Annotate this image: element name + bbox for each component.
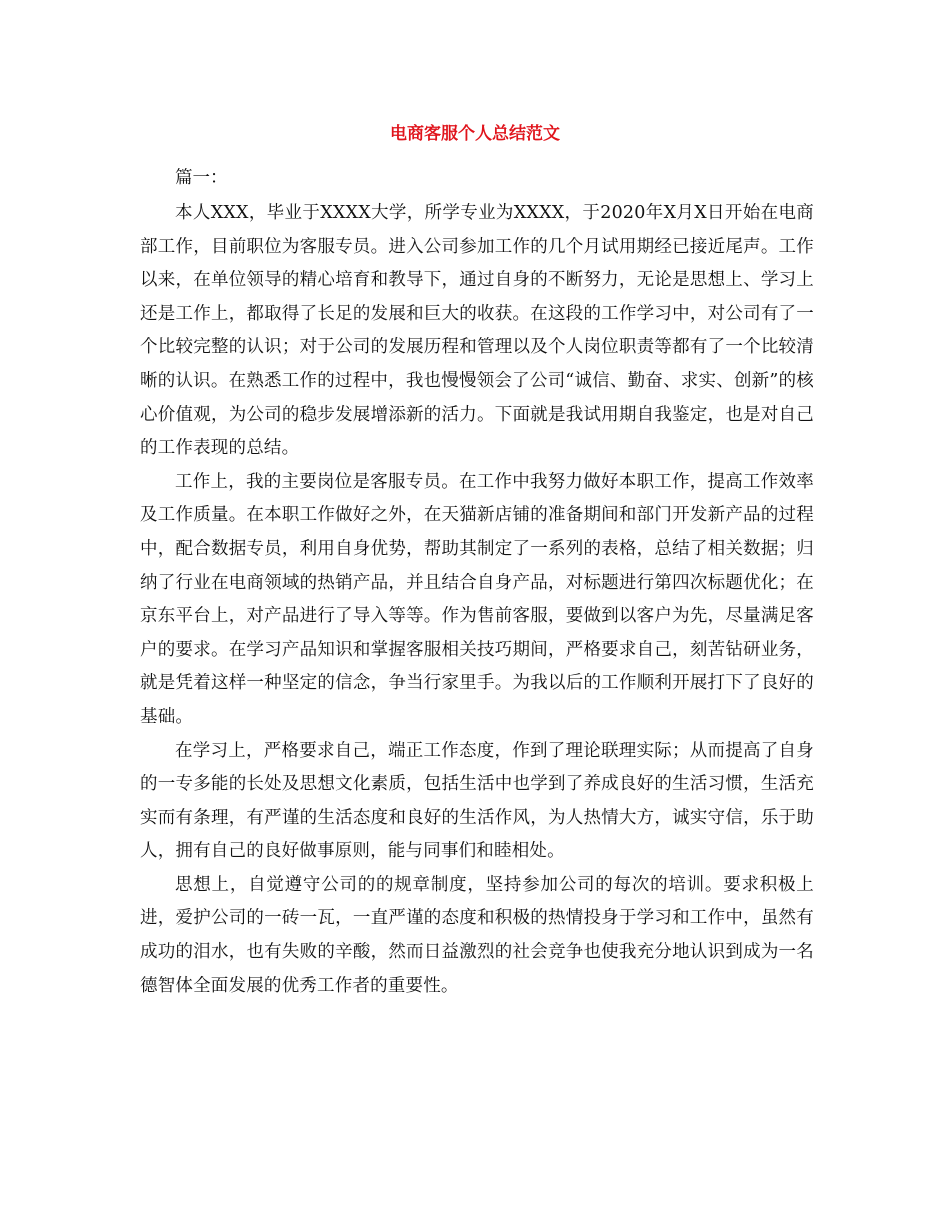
document-body [140, 162, 814, 1003]
paragraph-thought: 思想上，自觉遵守公司的的规章制度，坚持参加公司的每次的培训。要求积极上进，爱护公司的一砖一瓦，一直严谨的态度和积极的热情投身于学习和工作中，虽然有成功的泪水，也有失败的辛酸，然而日益激烈的社会竞争也使我充分地认识到成为一名德智体全面发展的优秀工作者的重要性。 [140, 874, 814, 996]
paragraph-intro: 本人XXX，毕业于XXXX大学，所学专业为XXXX，于2020年X月X日开始在电商部工作，目前职位为客服专员。进入公司参加工作的几个月试用期经已接近尾声。工作以来，在单位领导的精心培育和教导下，通过自身的不断努力，无论是思想上、学习上还是工作上，都取得了长足的发展和巨大的收获。在这段的工作学习中，对公司有了一个比较完整的认识；对于公司的发展历程和管理以及个人岗位职责等都有了一个比较清晰的认识。在熟悉工作的过程中，我也慢慢领会了公司“诚信、勤奋、求实、创新”的核心价值观，为公司的稳步发展增添新的活力。下面就是我试用期自我鉴定，也是对自己的工作表现的总结。 [140, 203, 814, 459]
section-label: 篇一： [175, 168, 228, 188]
paragraph-work: 工作上，我的主要岗位是客服专员。在工作中我努力做好本职工作，提高工作效率及工作质量。在本职工作做好之外，在天猫新店铺的准备期间和部门开发新产品的过程中，配合数据专员，利用自身优势，帮助其制定了一系列的表格，总结了相关数据；归纳了行业在电商领域的热销产品，并且结合自身产品，对标题进行第四次标题优化；在京东平台上，对产品进行了导入等等。作为售前客服，要做到以客户为先，尽量满足客户的要求。在学习产品知识和掌握客服相关技巧期间，严格要求自己，刻苦钻研业务，就是凭着这样一种坚定的信念，争当行家里手。为我以后的工作顺利开展打下了良好的基础。 [140, 471, 814, 727]
document-title: 电商客服个人总结范文 [390, 124, 560, 144]
paragraph-study: 在学习上，严格要求自己，端正工作态度，作到了理论联理实际；从而提高了自身的一专多能的长处及思想文化素质，包括生活中也学到了养成良好的生活习惯，生活充实而有条理，有严谨的生活态度和良好的生活作风，为人热情大方，诚实守信，乐于助人，拥有自己的良好做事原则，能与同事们和睦相处。 [140, 740, 814, 862]
